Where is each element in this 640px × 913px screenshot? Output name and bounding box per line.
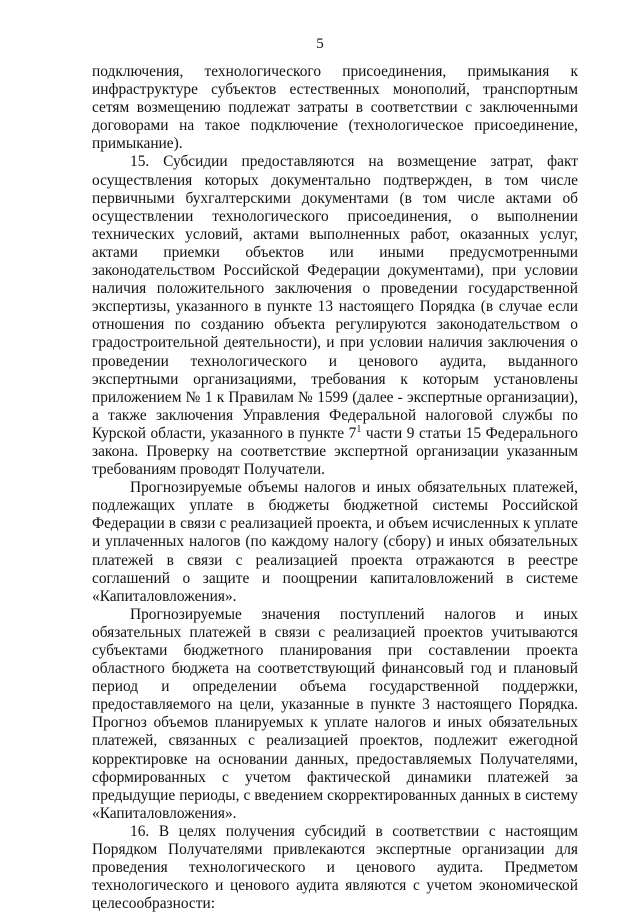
page-number: 5 [316,36,324,52]
paragraph-continuation: подключения, технологического присоединения, примыкания к инфраструктуре субъектов естественных монополий, транспортным сетям возмещению подлежат затраты в соответствии с заключенными договорами на такое подключение (технологическое присоединение, примыкание). [92,63,578,153]
document-body [92,63,578,913]
superscript-index: 1 [356,423,362,435]
paragraph-forecast-volumes: Прогнозируемые объемы налогов и иных обязательных платежей, подлежащих уплате в бюджеты бюджетной системы Российской Федерации в связи с реализацией проекта, и объем исчисленных к уплате и уплаченных налогов (по каждому налогу (сбору) и иных обязательных платежей в связи с реализацией проекта отражаются в реестре соглашений о защите и поощрении капиталовложений в системе «Капиталовложения». [92,479,578,605]
paragraph-item-15-text: 15. Субсидии предоставляются на возмещение затрат, факт осуществления которых документально подтвержден, в том числе первичными бухгалтерскими документами (в том числе актами об осуществлении технологического присоединения, о выполнении технических условий, актами выполненных работ, оказанных услуг, актами приемки объектов или иными предусмотренными законодательством Российской Федерации документами), при условии наличия положительного заключения о проведении государственной экспертизы, указанного в пункте 13 настоящего Порядка (в случае если отношения по созданию объекта регулируются законодательством о градостроительной деятельности), и при условии наличия заключения о проведении технологического и ценового аудита, выданного экспертными организациями, требования к которым установлены приложением № 1 к Правилам № 1599 (далее - экспертные организации), а также заключения Управления Федеральной налоговой службы по Курской области, указанного в пункте 7 [92,153,578,442]
paragraph-forecast-values: Прогнозируемые значения поступлений налогов и иных обязательных платежей в связи с реализацией проектов учитываются субъектами бюджетного планирования при составлении проекта областного бюджета на соответствующий финансовый год и плановый период и определении объема государственной поддержки, предоставляемого на цели, указанные в пункте 3 настоящего Порядка. Прогноз объемов планируемых к уплате налогов и иных обязательных платежей, связанных с реализацией проектов, подлежит ежегодной корректировке на основании данных, предоставляемых Получателями, сформированных с учетом фактической динамики платежей за предыдущие периоды, с введением скорректированных данных в систему «Капиталовложения». [92,605,578,822]
paragraph-item-15-text-end: части 9 статьи 15 Федерального закона. Проверку на соответствие экспертной организации указанным требованиям проводят Получатели. [92,424,578,479]
paragraph-item-16: 16. В целях получения субсидий в соответствии с настоящим Порядком Получателями привлекаются экспертные организации для проведения технологического и ценового аудита. Предметом технологического и ценового аудита являются с учетом экономической целесообразности: [92,822,578,913]
paragraph-item-15 [92,153,578,479]
